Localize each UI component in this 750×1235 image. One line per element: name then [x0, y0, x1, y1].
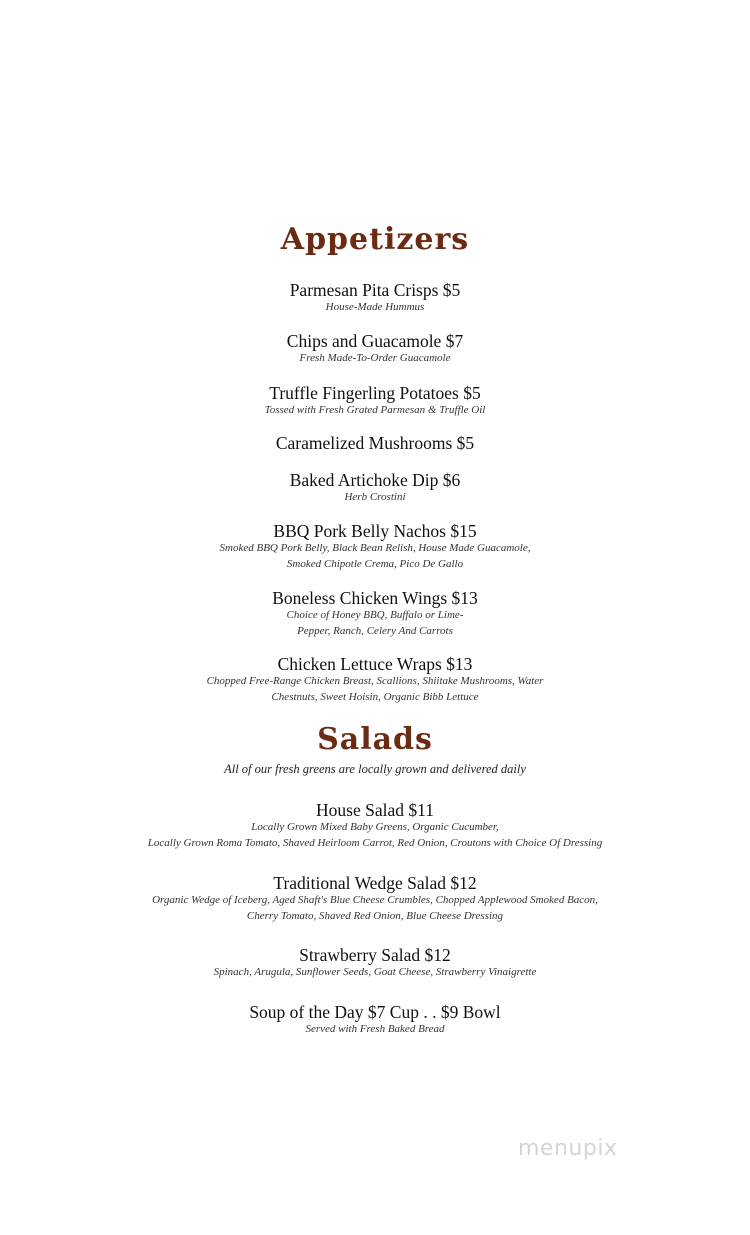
menu-item	[0, 383, 750, 419]
item-name: Caramelized Mushrooms $5	[275, 433, 475, 453]
item-description: Organic Wedge of Iceberg, Aged Shaft's Blue Cheese Crumbles, Chopped Applewood Smoked Bacon,	[152, 894, 598, 906]
menu-item	[0, 800, 750, 851]
item-description: Cherry Tomato, Shaved Red Onion, Blue Cheese Dressing	[246, 909, 504, 922]
menu-item	[0, 588, 750, 639]
menu-item	[0, 654, 750, 705]
menu-item	[0, 280, 750, 316]
item-description: Fresh Made-To-Order Guacamole	[299, 352, 451, 364]
item-name: Parmesan Pita Crisps $5	[289, 280, 461, 300]
item-name: Strawberry Salad $12	[299, 945, 451, 965]
menu-item	[0, 873, 750, 924]
menu-item	[0, 433, 750, 453]
menu-item	[0, 945, 750, 981]
item-description: Locally Grown Mixed Baby Greens, Organic Cucumber,	[251, 821, 499, 833]
item-name: Baked Artichoke Dip $6	[289, 470, 461, 490]
item-name: Truffle Fingerling Potatoes $5	[269, 383, 481, 403]
salads-intro: All of our fresh greens are locally grown and delivered daily	[224, 762, 526, 776]
menu-item	[0, 331, 750, 367]
item-description: Chestnuts, Sweet Hoisin, Organic Bibb Lettuce	[271, 690, 479, 703]
item-name: Boneless Chicken Wings $13	[272, 588, 478, 608]
salads-heading: Salads	[317, 722, 433, 757]
item-name: Chicken Lettuce Wraps $13	[277, 654, 473, 674]
menu-item	[0, 521, 750, 572]
item-description: Chopped Free-Range Chicken Breast, Scallions, Shiitake Mushrooms, Water	[206, 675, 544, 687]
item-description: Served with Fresh Baked Bread	[305, 1023, 445, 1035]
item-description: Locally Grown Roma Tomato, Shaved Heirloom Carrot, Red Onion, Croutons with Choice Of Dressing	[147, 836, 603, 849]
item-description: Spinach, Arugula, Sunflower Seeds, Goat Cheese, Strawberry Vinaigrette	[213, 966, 537, 978]
item-description: Smoked Chipotle Crema, Pico De Gallo	[286, 557, 464, 570]
item-name: Soup of the Day $7 Cup . . $9 Bowl	[249, 1002, 501, 1022]
item-name: BBQ Pork Belly Nachos $15	[273, 521, 477, 541]
item-name: House Salad $11	[316, 800, 434, 820]
item-name: Traditional Wedge Salad $12	[273, 873, 477, 893]
item-description: Herb Crostini	[344, 491, 406, 503]
menu-item	[0, 470, 750, 506]
menu-item	[0, 1002, 750, 1038]
watermark-logo: menupix	[518, 1136, 618, 1161]
item-description: Tossed with Fresh Grated Parmesan & Truffle Oil	[264, 404, 486, 416]
item-description: Pepper, Ranch, Celery And Carrots	[297, 624, 453, 637]
item-description: House-Made Hummus	[325, 301, 425, 313]
item-description: Choice of Honey BBQ, Buffalo or Lime-	[286, 609, 464, 621]
item-description: Smoked BBQ Pork Belly, Black Bean Relish, House Made Guacamole,	[219, 542, 531, 554]
appetizers-heading: Appetizers	[280, 222, 470, 257]
item-name: Chips and Guacamole $7	[286, 331, 464, 351]
